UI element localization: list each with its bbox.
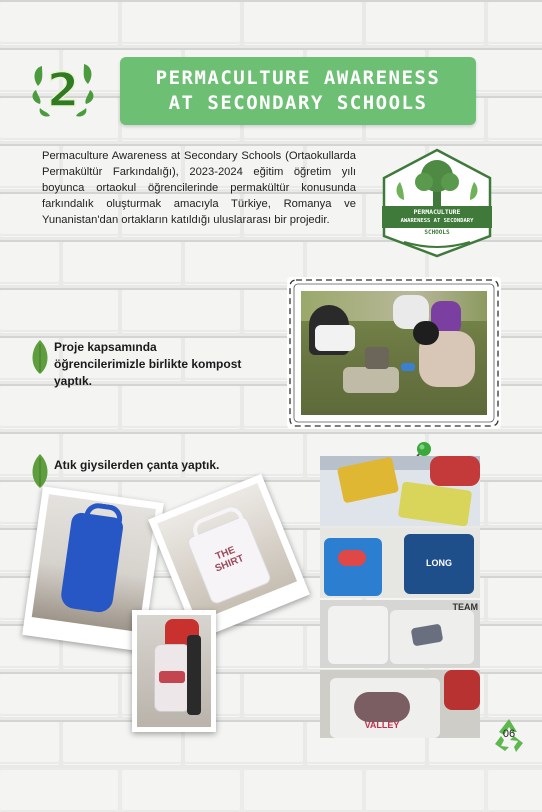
brick — [0, 290, 118, 332]
tshirt-photo-yellow — [320, 456, 480, 526]
leaf-bullet-icon — [30, 338, 50, 376]
bag-bullet-text: Atık giysilerden çanta yaptık. — [54, 458, 220, 472]
brick — [0, 2, 118, 44]
brick — [63, 242, 181, 284]
tshirt-photo-valley — [320, 670, 480, 738]
tshirt-photo-blue — [320, 528, 480, 598]
leaf-bullet-icon — [30, 452, 50, 490]
title-banner — [120, 57, 476, 125]
intro-paragraph: Permaculture Awareness at Secondary Schools (Ortaokullarda Permakültür Farkındalığı), 2023-2024 eğitim öğretim yılı boyunca ortaokul öğrencilerinde permakültür konusunda farkındalık oluşturmak amacıyla Türkiye, Romanya ve Yunanistan'dan ortakların katıldığı uluslararası bir projedir. — [42, 150, 356, 226]
brick — [366, 2, 484, 44]
compost-photo — [301, 291, 487, 415]
page-number-badge — [490, 716, 528, 754]
brick — [244, 770, 362, 812]
brick — [0, 242, 59, 284]
brick — [185, 242, 303, 284]
brick — [488, 98, 542, 140]
brick — [488, 674, 542, 716]
brick — [244, 2, 362, 44]
bag-print-text: THE SHIRT — [213, 544, 246, 575]
compost-photo-frame — [287, 277, 501, 429]
brick — [122, 2, 240, 44]
logo-line-3: SCHOOLS — [424, 229, 450, 236]
compost-bullet-text: Proje kapsamında öğrencilerimizle birlikte kompost yaptık. — [54, 340, 242, 388]
brick — [488, 578, 542, 620]
logo-line-1: PERMACULTURE — [413, 208, 461, 216]
brick — [488, 2, 542, 44]
brick — [488, 482, 542, 524]
tshirt-print-text: TEAM — [452, 602, 478, 612]
brick — [488, 194, 542, 236]
brick — [122, 770, 240, 812]
brick — [0, 722, 59, 764]
brick — [488, 770, 542, 812]
title-line-1: PERMACULTURE AWARENESS — [155, 67, 441, 89]
brick — [122, 386, 240, 428]
title-line-2: AT SECONDARY SCHOOLS — [168, 92, 428, 114]
brick — [0, 770, 118, 812]
permaculture-logo — [378, 148, 496, 258]
logo-line-2: AWARENESS AT SECONDARY — [400, 218, 474, 224]
tshirt-print-text: LONG — [426, 558, 452, 568]
brick — [0, 386, 118, 428]
brick — [0, 674, 118, 716]
tshirt-print-text: VALLEY — [364, 720, 400, 730]
page-number: 06 — [502, 728, 516, 740]
badge-number: 2 — [46, 63, 80, 117]
brick — [122, 290, 240, 332]
number-two-badge-icon — [30, 56, 96, 122]
brick — [366, 770, 484, 812]
bag-photo-holding — [132, 610, 216, 732]
tshirt-photo-white — [320, 600, 480, 668]
